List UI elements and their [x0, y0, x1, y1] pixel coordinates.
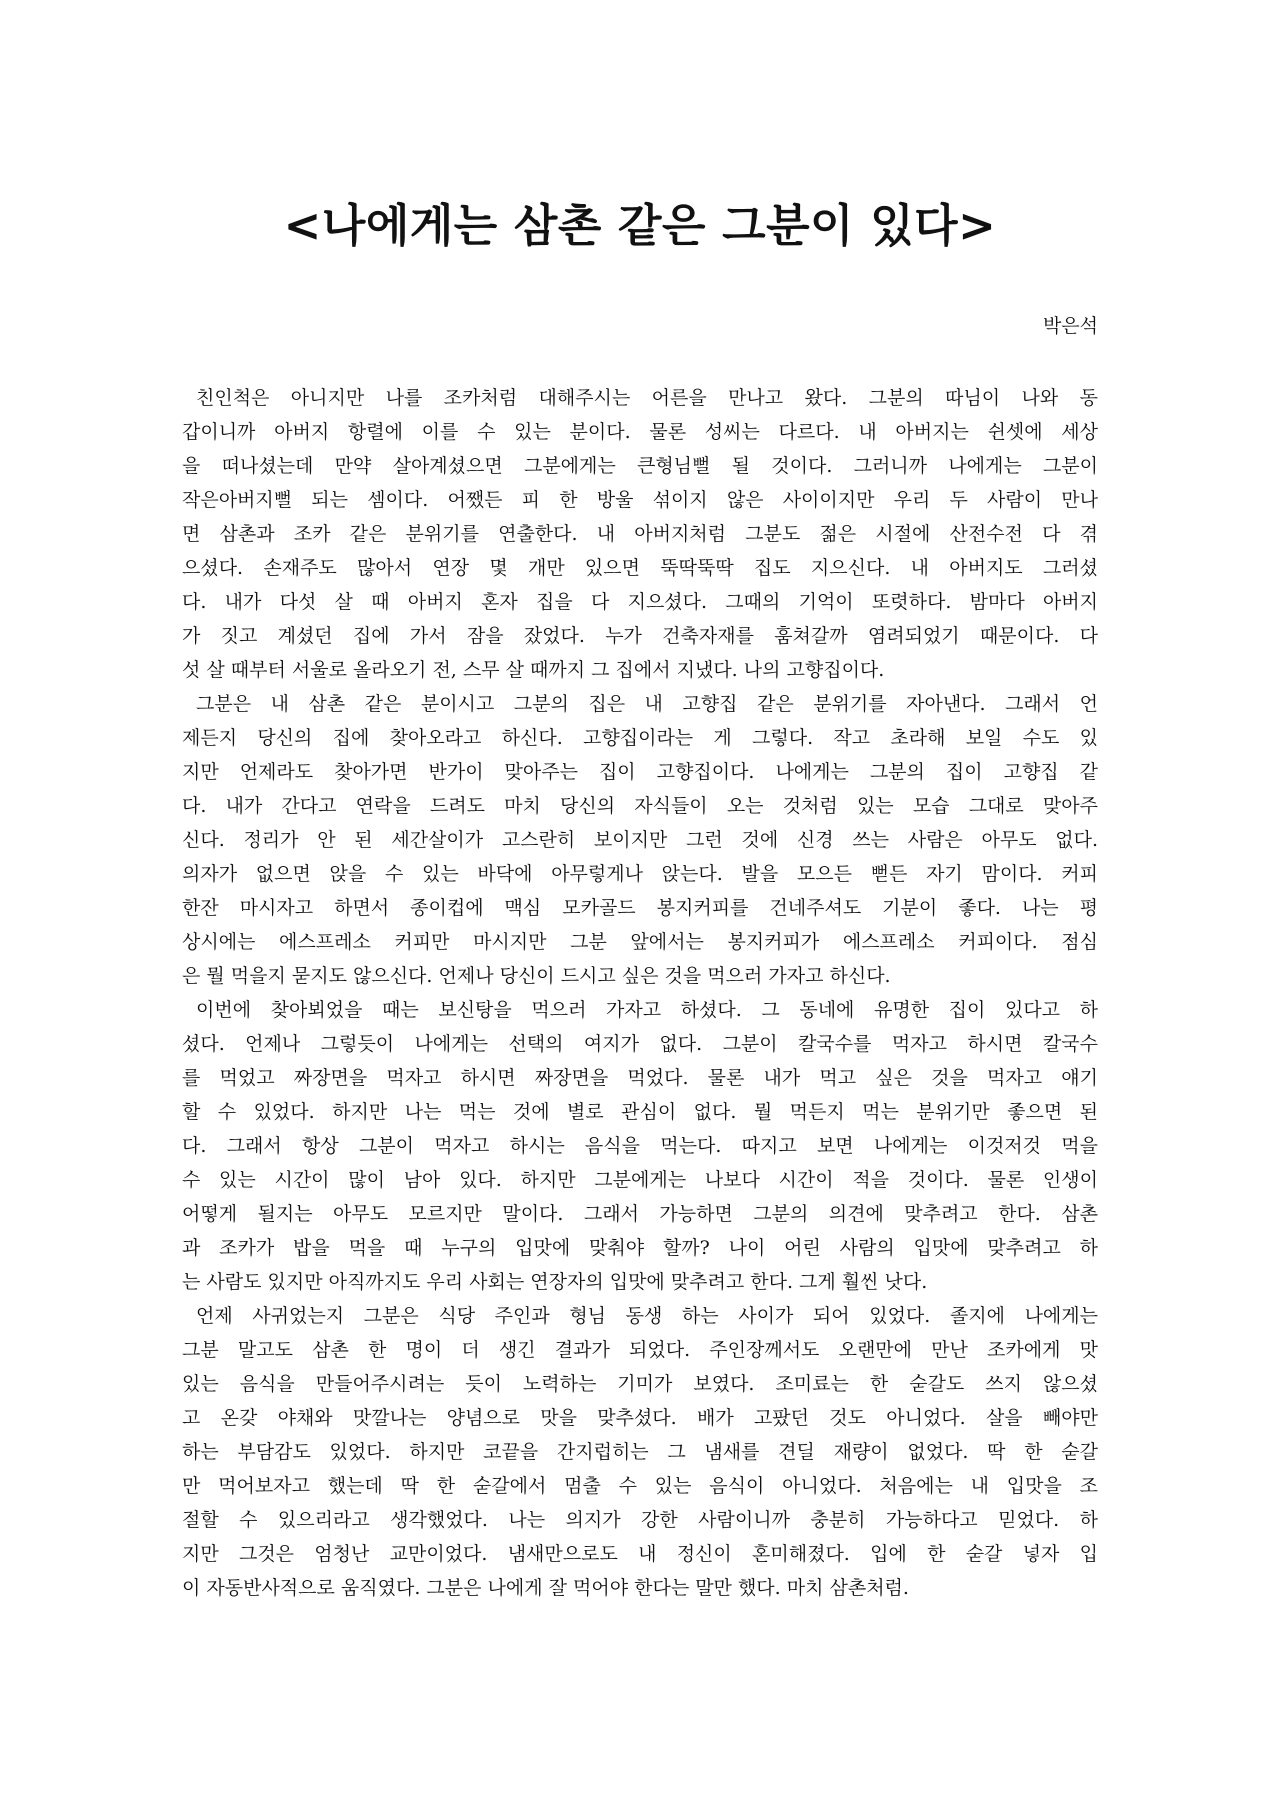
text-line: 다. 내가 다섯 살 때 아버지 혼자 집을 다 지으셨다. 그때의 기억이 또렷하다. 밤마다 아버지	[182, 591, 1098, 613]
text-line: 이 자동반사적으로 움직였다. 그분은 나에게 잘 먹어야 한다는 말만 했다. 마치 삼촌처럼.	[182, 1577, 909, 1599]
text-line: 그분은 내 삼촌 같은 분이시고 그분의 집은 내 고향집 같은 분위기를 자아낸다. 그래서 언	[196, 693, 1098, 715]
text-line: 할 수 있었다. 하지만 나는 먹는 것에 별로 관심이 없다. 뭘 먹든지 먹는 분위기만 좋으면 된	[182, 1101, 1098, 1123]
paragraph	[182, 687, 1098, 993]
text-line: 제든지 당신의 집에 찾아오라고 하신다. 고향집이라는 게 그렇다. 작고 초라해 보일 수도 있	[182, 727, 1098, 749]
body-text	[182, 381, 1098, 1605]
text-line: 작은아버지뻘 되는 셈이다. 어쨌든 피 한 방울 섞이지 않은 사이이지만 우리 두 사람이 만나	[182, 489, 1098, 511]
text-line: 상시에는 에스프레소 커피만 마시지만 그분 앞에서는 봉지커피가 에스프레소 커피이다. 점심	[182, 931, 1098, 953]
text-line: 있는 음식을 만들어주시려는 듯이 노력하는 기미가 보였다. 조미료는 한 숟갈도 쓰지 않으셨	[182, 1373, 1098, 1395]
text-line: 의자가 없으면 앉을 수 있는 바닥에 아무렇게나 앉는다. 발을 모으든 뻗든 자기 맘이다. 커피	[182, 863, 1098, 885]
author-name: 박은석	[1042, 315, 1098, 337]
text-line: 다. 그래서 항상 그분이 먹자고 하시는 음식을 먹는다. 따지고 보면 나에게는 이것저것 먹을	[182, 1135, 1098, 1157]
text-line: 지만 그것은 엄청난 교만이었다. 냄새만으로도 내 정신이 혼미해졌다. 입에 한 숟갈 넣자 입	[182, 1543, 1098, 1565]
text-line: 섯 살 때부터 서울로 올라오기 전, 스무 살 때까지 그 집에서 지냈다. 나의 고향집이다.	[182, 659, 885, 681]
text-line: 한잔 마시자고 하면서 종이컵에 맥심 모카골드 봉지커피를 건네주셔도 기분이 좋다. 나는 평	[182, 897, 1098, 919]
text-line: 를 먹었고 짜장면을 먹자고 하시면 짜장면을 먹었다. 물론 내가 먹고 싶은 것을 먹자고 얘기	[182, 1067, 1098, 1089]
text-line: 면 삼촌과 조카 같은 분위기를 연출한다. 내 아버지처럼 그분도 젊은 시절에 산전수전 다 겪	[182, 523, 1098, 545]
text-line: 친인척은 아니지만 나를 조카처럼 대해주시는 어른을 만나고 왔다. 그분의 따님이 나와 동	[196, 387, 1098, 409]
paragraph	[182, 1299, 1098, 1605]
text-line: 으셨다. 손재주도 많아서 연장 몇 개만 있으면 뚝딱뚝딱 집도 지으신다. 내 아버지도 그러셨	[182, 557, 1098, 579]
text-line: 수 있는 시간이 많이 남아 있다. 하지만 그분에게는 나보다 시간이 적을 것이다. 물론 인생이	[182, 1169, 1098, 1191]
text-line: 신다. 정리가 안 된 세간살이가 고스란히 보이지만 그런 것에 신경 쓰는 사람은 아무도 없다.	[182, 829, 1098, 851]
text-line: 는 사람도 있지만 아직까지도 우리 사회는 연장자의 입맛에 맞추려고 한다. 그게 훨씬 낫다.	[182, 1271, 928, 1293]
text-line: 그분 말고도 삼촌 한 명이 더 생긴 결과가 되었다. 주인장께서도 오랜만에 만난 조카에게 맛	[182, 1339, 1098, 1361]
text-line: 을 떠나셨는데 만약 살아계셨으면 그분에게는 큰형님뻘 될 것이다. 그러니까 나에게는 그분이	[182, 455, 1098, 477]
text-line: 은 뭘 먹을지 묻지도 않으신다. 언제나 당신이 드시고 싶은 것을 먹으러 가자고 하신다.	[182, 965, 891, 987]
text-line: 갑이니까 아버지 항렬에 이를 수 있는 분이다. 물론 성씨는 다르다. 내 아버지는 쉰셋에 세상	[182, 421, 1098, 443]
paragraph	[182, 381, 1098, 687]
text-line: 셨다. 언제나 그렇듯이 나에게는 선택의 여지가 없다. 그분이 칼국수를 먹자고 하시면 칼국수	[182, 1033, 1098, 1055]
paragraph	[182, 993, 1098, 1299]
text-line: 고 온갖 야채와 맛깔나는 양념으로 맛을 맞추셨다. 배가 고팠던 것도 아니었다. 살을 빼야만	[182, 1407, 1098, 1429]
text-line: 언제 사귀었는지 그분은 식당 주인과 형님 동생 하는 사이가 되어 있었다. 졸지에 나에게는	[196, 1305, 1098, 1327]
text-line: 이번에 찾아뵈었을 때는 보신탕을 먹으러 가자고 하셨다. 그 동네에 유명한 집이 있다고 하	[196, 999, 1098, 1021]
text-line: 어떻게 될지는 아무도 모르지만 말이다. 그래서 가능하면 그분의 의견에 맞추려고 한다. 삼촌	[182, 1203, 1098, 1225]
text-line: 지만 언제라도 찾아가면 반가이 맞아주는 집이 고향집이다. 나에게는 그분의 집이 고향집 같	[182, 761, 1098, 783]
text-line: 가 짓고 계셨던 집에 가서 잠을 잤었다. 누가 건축자재를 훔쳐갈까 염려되었기 때문이다. 다	[182, 625, 1098, 647]
text-line: 만 먹어보자고 했는데 딱 한 숟갈에서 멈출 수 있는 음식이 아니었다. 처음에는 내 입맛을 조	[182, 1475, 1098, 1497]
text-line: 다. 내가 간다고 연락을 드려도 마치 당신의 자식들이 오는 것처럼 있는 모습 그대로 맞아주	[182, 795, 1098, 817]
text-line: 하는 부담감도 있었다. 하지만 코끝을 간지럽히는 그 냄새를 견딜 재량이 없었다. 딱 한 숟갈	[182, 1441, 1098, 1463]
text-line: 절할 수 있으리라고 생각했었다. 나는 의지가 강한 사람이니까 충분히 가능하다고 믿었다. 하	[182, 1509, 1098, 1531]
document-title: <나에게는 삼촌 같은 그분이 있다>	[283, 199, 997, 252]
text-line: 과 조카가 밥을 먹을 때 누구의 입맛에 맞춰야 할까? 나이 어린 사람의 입맛에 맞추려고 하	[182, 1237, 1098, 1259]
